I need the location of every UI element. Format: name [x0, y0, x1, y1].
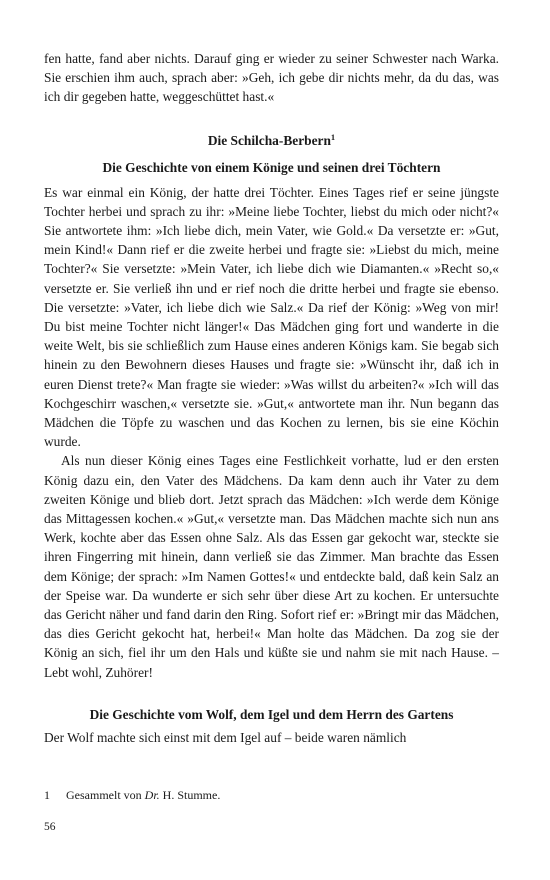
- footnote-text-italic: Dr.: [144, 788, 160, 802]
- footnote-text-before: Gesammelt von: [66, 788, 145, 802]
- story1-paragraph-1: Es war einmal ein König, der hatte drei Töchter. Eines Tages rief er seine jüngste Tochter herbei und sprach zu ihr: »Meine liebe Tochter, liebst du mich oder nicht?« Sie antwortete ihm: »Ich liebe dich, mein Vater, wie Gold.« Da versetzte er: »Gut, mein Kind!« Dann rief er die zweite herbei und fragte sie: »Liebst du mich, meine Tochter?« Sie versetzte: »Mein Vater, ich liebe dich wie Diamanten.« »Recht so,« versetzte er. Sie verließ ihn und er rief noch die dritte herbei und fragte sie ebenso. Die versetzte: »Vater, ich liebe dich wie Salz.« Da rief der König: »Weg von mir! Du bist meine Tochter nicht länger!« Das Mädchen ging fort und wanderte in die weite Welt, bis sie schließlich zum Hause eines anderen Königs kam. Sie begab sich hinein zu den Bewohnern dieses Hauses und fragte sie: »Wünscht ihr, daß ich in euren Dienst trete?« Man fragte sie wieder: »Was willst du arbeiten?« »Ich will das Kochgeschirr waschen,« versetzte sie. »Gut,« antwortete man ihr. Nun begann das Mädchen die Töpfe zu waschen und das Kochen zu lernen, bis sie eine Köchin wurde.: [44, 184, 499, 450]
- story2-first-line: Der Wolf machte sich einst mit dem Igel auf – beide waren nämlich: [44, 729, 407, 745]
- section-title: [44, 131, 499, 150]
- footnote-number: 1: [44, 788, 50, 802]
- page-number: 56: [44, 821, 56, 833]
- footnote-marker: 1: [330, 131, 336, 142]
- story1-title: Die Geschichte von einem Könige und seinen drei Töchtern: [102, 159, 441, 175]
- footnote: [44, 787, 499, 803]
- text-column: [44, 49, 499, 747]
- section-title-text: Die Schilcha-Berbern: [207, 132, 331, 148]
- footnote-text-after: H. Stumme.: [159, 788, 221, 802]
- continued-paragraph: fen hatte, fand aber nichts. Darauf ging er wieder zu seiner Schwester nach Warka. Sie erschien ihm auch, sprach aber: »Geh, ich gebe dir nichts mehr, da du das, was ich dir gegeben hatte, weggeschüttet hast.«: [44, 51, 499, 105]
- story1-paragraph-2: Als nun dieser König eines Tages eine Festlichkeit vorhatte, lud er den ersten König dazu ein, den Vater des Mädchens. Da kam denn auch ihr Vater zu dem zweiten Könige und blieb dort. Jetzt sprach das Mädchen: »Ich werde dem Könige das Mittagessen kochen.« »Gut,« versetzte man. Das Mädchen machte sich nun ans Werk, kochte aber das Essen ohne Salz. Als das Essen gar gekocht war, steckte sie ihren Fingerring mit hinein, dann verließ sie das Zimmer. Man brachte das Essen dem Könige; der sprach: »Im Namen Gottes!« und entdeckte bald, daß kein Salz an der Speise war. Da wunderte er sich sehr über diese Art zu kochen. Er untersuchte das Gericht näher und fand darin den Ring. Sofort rief er: »Bringt mir das Mädchen, das dies Gericht gekocht hat, herbei!« Man holte das Mädchen. Da zog sie der König an sich, fiel ihr um den Hals und küßte sie und nahm sie mit nach Hause. – Lebt wohl, Zuhörer!: [44, 453, 499, 680]
- story2-title: Die Geschichte vom Wolf, dem Igel und dem Herrn des Gartens: [89, 706, 454, 722]
